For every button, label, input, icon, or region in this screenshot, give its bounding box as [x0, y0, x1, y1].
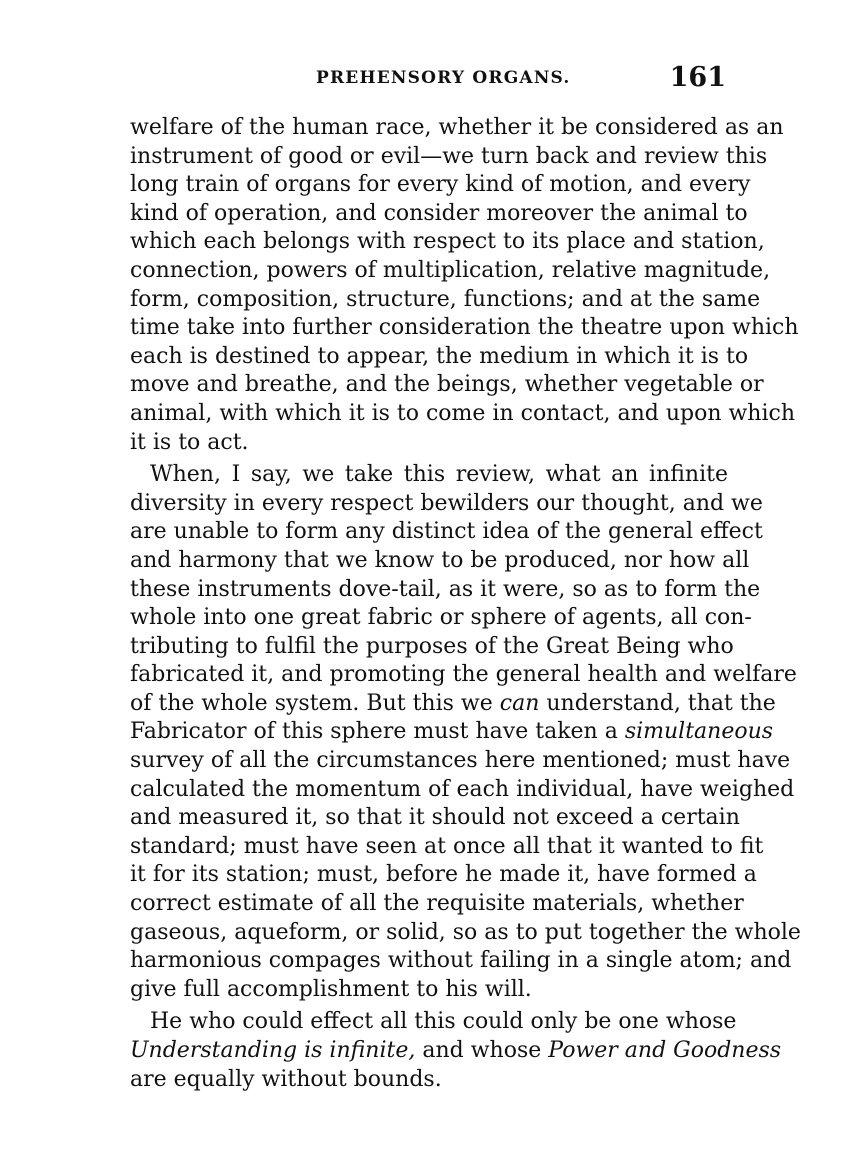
paragraph-3 — [130, 1008, 782, 1094]
text-line: diversity in every respect bewilders our thought, and we — [130, 490, 763, 516]
text-line: connection, powers of multiplication, relative magnitude, — [130, 257, 771, 283]
text-run: understand, that the — [539, 690, 776, 716]
text-line: time take into further consideration the theatre upon which — [130, 315, 799, 341]
italic-text: simultaneous — [624, 719, 774, 745]
text-line: When, I say, we take this review, what an infinite — [150, 462, 728, 488]
text-line: whole into one great fabric or sphere of agents, all con- — [130, 605, 752, 631]
italic-text: Understanding is infinite, — [130, 1038, 416, 1063]
text-line: fabricated it, and promoting the general health and welfare — [130, 662, 797, 688]
running-header — [130, 62, 726, 102]
text-line: each is destined to appear, the medium in which it is to — [130, 343, 749, 369]
text-line: He who could effect all this could only be one whose — [150, 1009, 737, 1035]
text-run: of the whole system. But this we — [130, 690, 500, 716]
text-line: it is to act. — [130, 429, 249, 455]
page-number: 161 — [669, 62, 726, 93]
text-line — [130, 718, 774, 747]
text-line: tributing to fulfil the purposes of the Great Being who — [130, 633, 734, 659]
text-line: kind of operation, and consider moreover the animal to — [130, 200, 748, 226]
text-line: welfare of the human race, whether it be considered as an — [130, 115, 784, 140]
text-line: survey of all the circumstances here mentioned; must have — [130, 748, 791, 774]
text-line: give full accomplishment to his will. — [130, 976, 532, 1002]
text-line: gaseous, aqueform, or solid, so as to put together the whole — [130, 919, 801, 945]
text-line: instrument of good or evil—we turn back and review this — [130, 143, 768, 169]
text-line: which each belongs with respect to its place and station, — [130, 229, 765, 255]
text-line: form, composition, structure, functions; and at the same — [130, 286, 761, 312]
italic-text: can — [499, 690, 540, 716]
text-run: and whose — [415, 1038, 549, 1063]
text-run: Fabricator of this sphere must have taken a — [130, 719, 625, 745]
text-line: calculated the momentum of each individual, have weighed — [130, 776, 795, 802]
paragraph-2 — [130, 461, 801, 1004]
text-line: and harmony that we know to be produced, nor how all — [130, 547, 750, 573]
text-line: are equally without bounds. — [130, 1066, 442, 1092]
text-line: long train of organs for every kind of motion, and every — [130, 172, 751, 198]
text-line — [130, 690, 776, 719]
text-line: it for its station; must, before he made it, have formed a — [130, 862, 757, 888]
paragraph-1 — [130, 114, 799, 457]
text-line: correct estimate of all the requisite materials, whether — [130, 891, 744, 917]
italic-text: Power and Goodness — [548, 1038, 782, 1063]
body-text — [130, 114, 801, 1098]
text-line: and measured it, so that it should not exceed a certain — [130, 805, 740, 831]
text-line: move and breathe, and the beings, whether vegetable or — [130, 372, 764, 398]
text-line: standard; must have seen at once all that it wanted to fit — [130, 833, 764, 859]
text-line: harmonious compages without failing in a single atom; and — [130, 948, 792, 974]
text-line: animal, with which it is to come in contact, and upon which — [130, 400, 796, 426]
text-line: these instruments dove-tail, as it were, so as to form the — [130, 576, 761, 602]
running-title: PREHENSORY ORGANS. — [316, 68, 571, 88]
text-line: are unable to form any distinct idea of the general effect — [130, 519, 763, 545]
text-line — [130, 1037, 782, 1066]
